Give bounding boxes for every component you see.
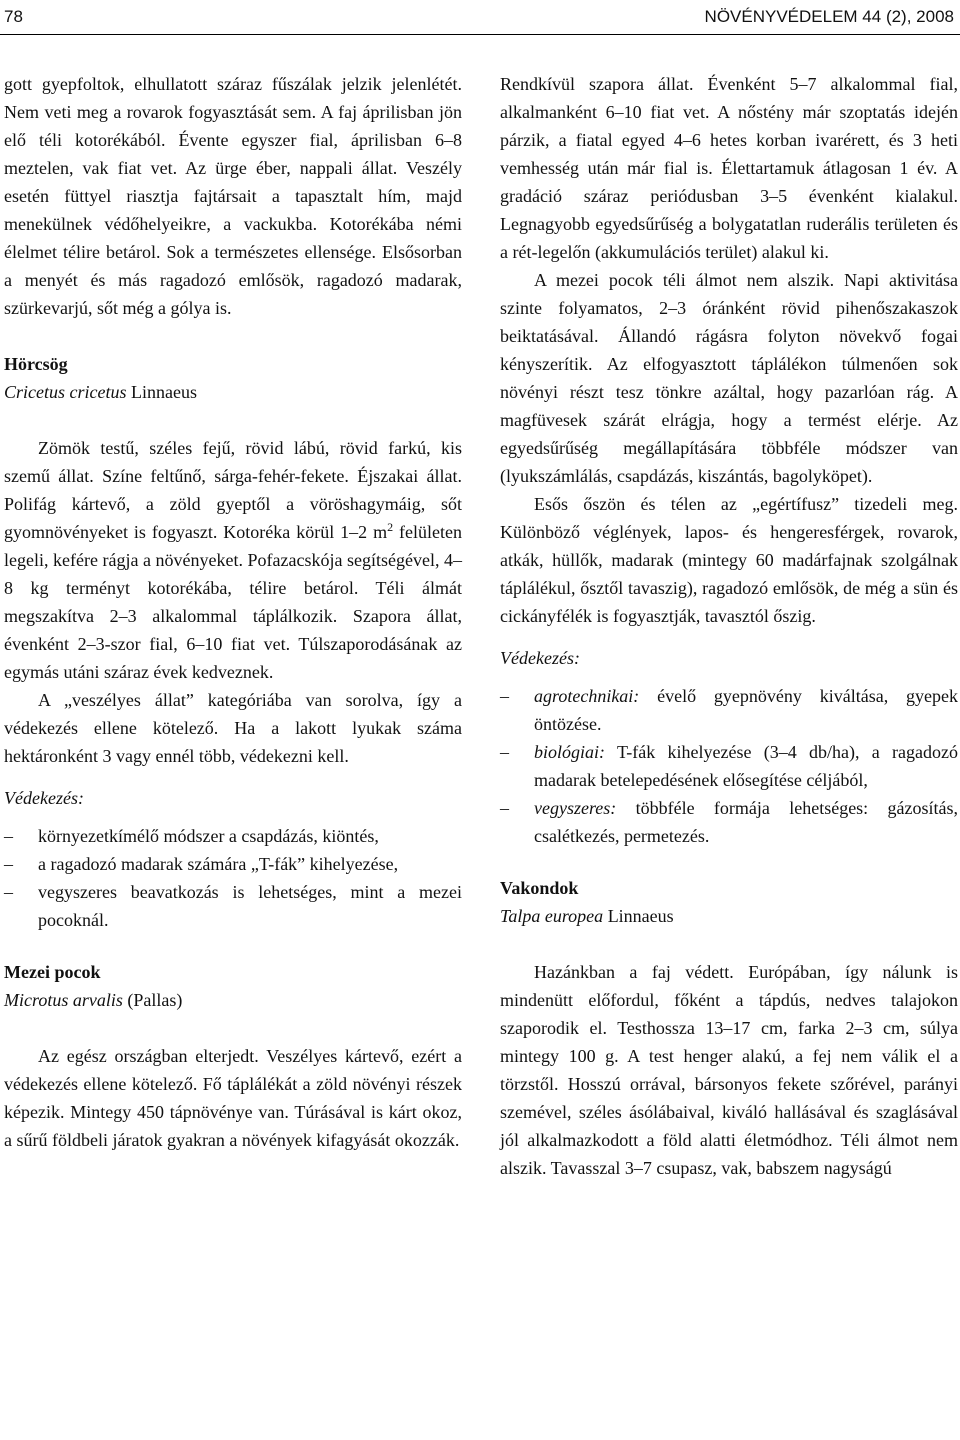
list-item-label: vegyszeres:: [534, 798, 617, 818]
species-name: [4, 986, 462, 1014]
paragraph: Az egész országban elterjedt. Veszélyes kártevő, ezért a védekezés ellene kötelező. Fő táplálékát a zöld növényi részek képezik. Mintegy 450 tápnövénye van. Túrásával is kárt okoz, a sűrű földbeli járatok gyakran a növények kifagyását okozzák.: [4, 1046, 462, 1150]
left-column: [4, 70, 462, 1154]
superscript: 2: [387, 520, 394, 534]
list-item: [500, 682, 958, 738]
paragraph: Esős őszön és télen az „egértífusz” tizedeli meg. Különböző véglények, lapos- és hengeresférgek, rovarok, atkák, hüllők, madarak (mintegy 60 madárfajnak szolgálnak táplálékul, ősztől tavaszig), ragadozó emlősök, de még a sün és cickányfélék is fogyasztják, tavasztól őszig.: [500, 494, 958, 626]
header-rule: [0, 34, 960, 35]
paragraph: gott gyepfoltok, elhullatott száraz fűszálak jelzik jelenlétét. Nem veti meg a rovarok fogyasztását sem. A faj áprilisban jön elő téli kotorékából. Évente egyszer fial, áprilisban 6–8 meztelen, vak fiat vet. Az ürge éber, nappali állat. Veszély esetén füttyel riasztja fajtársait a tapasztalt hím, majd menekülnek védőhelyeikre, a vackukba. Kotorékába némi élelmet télire betárol. Sok a természetes ellensége. Elsősorban a menyét és más ragadozó emlősök, ragadozó madarak, szürkevarjú, sőt még a gólya is.: [4, 74, 462, 318]
author-name: Linnaeus: [607, 906, 674, 926]
list-item: – a ragadozó madarak számára „T-fák” kihelyezése,: [4, 850, 462, 878]
section-title: Vakondok: [500, 878, 579, 898]
paragraph: Hazánkban a faj védett. Európában, így nálunk is mindenütt előfordul, főként a tápdús, nedves talajokon szaporodik el. Testhossza 13–17 cm, farka 2–3 cm, súlya mintegy 100 g. A test henger alakú, a fej nem válik el a törzstől. Hosszú orrával, bársonyos fekete szőrével, parányi szemével, széles ásólábaival, kiváló hallásával és szaglásával jól alkalmazkodott a föld alatti életmódhoz. Téli álmot nem alszik. Tavasszal 3–7 csupasz, vak, babszem nagyságú: [500, 962, 958, 1178]
paragraph: A mezei pocok téli álmot nem alszik. Napi aktivitása szinte folyamatos, 2–3 óránként rövid pihenőszakaszok beiktatásával. Állandó rágásra folyton növekvő fogai kényszerítik. Az elfogyasztott táplálékon túlmenően sok növényi részt tesz tönkre azáltal, hogy pazarlóan rág. A magfüvesek szárát elrágja, hogy a termést elérje. Az egyedsűrűség megállapítására többféle módszer van (lyukszámlálás, csapdázás, kiszántás, bagolyköpet).: [500, 270, 958, 486]
list-item: – vegyszeres beavatkozás is lehetséges, mint a mezei pocoknál.: [4, 878, 462, 934]
subsection-title: Védekezés:: [500, 648, 580, 668]
author-name: (Pallas): [127, 990, 183, 1010]
paragraph-text: felületen legeli, kefére rágja a növényeket. Pofazacskója segítségével, 4–8 kg terményt kotorékába, télire betárol. Téli álmát megszakítva 2–3 alkalommal táplálkozik. Szapora állat, évenként 2–3-szor fial, 6–10 fiat vet. Túlszaporodásának az egymás utáni száraz évek kedveznek.: [4, 522, 462, 682]
latin-name: Talpa europea: [500, 906, 604, 926]
paragraph: A „veszélyes állat” kategóriába van sorolva, így a védekezés ellene kötelező. Ha a lakott lyukak száma hektáronként 3 vagy ennél több, védekezni kell.: [4, 690, 462, 766]
page-header: [0, 4, 960, 34]
paragraph: [4, 434, 462, 686]
list-item-label: agrotechnikai:: [534, 686, 640, 706]
list-item-text: T-fák kihelyezése (3–4 db/ha), a ragadozó madarak betelepedésének elősegítése céljából,: [534, 742, 958, 790]
list-item-text: évelő gyepnövény kiváltása, gyepek öntözése.: [534, 686, 958, 734]
paragraph-text: Zömök testű, széles fejű, rövid lábú, rövid farkú, kis szemű állat. Színe feltűnő, sárga-fehér-fekete. Éjszakai állat. Polifág kártevő, a zöld gyeptől a vöröshagymáig, sőt gyomnövényeket is fogyaszt. Kotoréka körül 1–2 m: [4, 438, 462, 542]
list-item: [500, 794, 958, 850]
section-title: Hörcsög: [4, 354, 68, 374]
author-name: Linnaeus: [130, 382, 197, 402]
paragraph: Rendkívül szapora állat. Évenként 5–7 alkalommal fial, alkalmanként 6–10 fiat vet. A nőstény már szoptatás idején párzik, a fiatal egyed 4–6 hetes korban ivarérett, és 3 heti vemhesség után már fial is. Élettartamuk átlagosan 1 év. A gradáció száraz periódusban 3–5 évenként kialakul. Legnagyobb egyedsűrűség a bolygatatlan ruderális területen és a rét-legelőn (akkumulációs terület) alakul ki.: [500, 74, 958, 262]
right-column: [500, 70, 958, 1182]
list-item: – környezetkímélő módszer a csapdázás, kiöntés,: [4, 822, 462, 850]
list-item: [500, 738, 958, 794]
species-name: [500, 902, 958, 930]
journal-title: NÖVÉNYVÉDELEM 44 (2), 2008: [704, 7, 954, 26]
latin-name: Microtus arvalis: [4, 990, 123, 1010]
page-number: 78: [4, 7, 23, 26]
list-item-text: többféle formája lehetséges: gázosítás, csalétkezés, permetezés.: [534, 798, 958, 846]
species-name: [4, 378, 462, 406]
section-title: Mezei pocok: [4, 962, 101, 982]
latin-name: Cricetus cricetus: [4, 382, 127, 402]
list-item-label: biológiai:: [534, 742, 605, 762]
subsection-title: Védekezés:: [4, 788, 84, 808]
